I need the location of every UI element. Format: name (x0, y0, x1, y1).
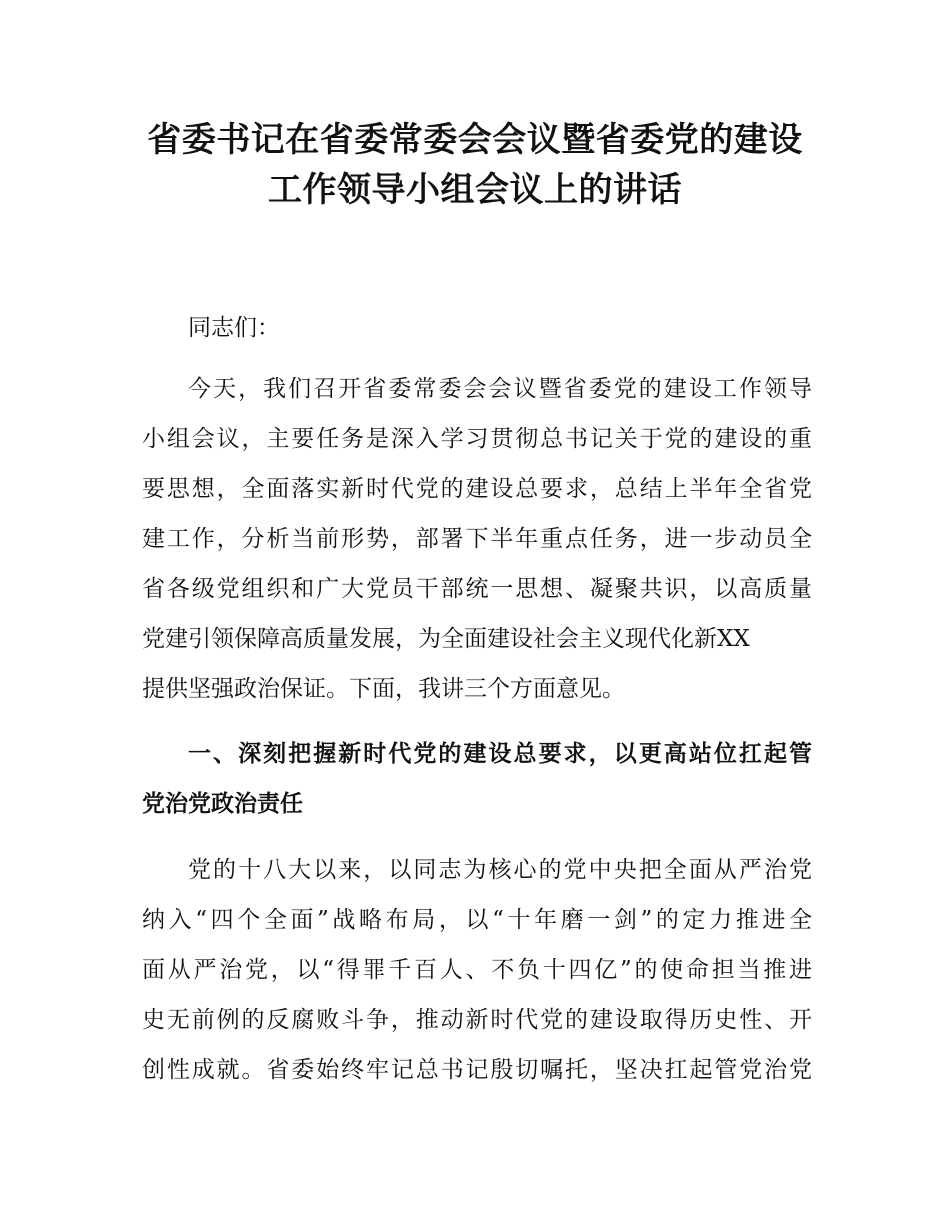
paragraph-intro (142, 364, 812, 714)
paragraph-line: 创性成就。省委始终牢记总书记殷切嘱托，坚决扛起管党治党 (142, 1057, 812, 1083)
paragraph-line: 面从严治党，以“得罪千百人、不负十四亿”的使命担当推进 (142, 957, 812, 983)
paragraph-line: 史无前例的反腐败斗争，推动新时代党的建设取得历史性、开 (142, 1007, 812, 1033)
document-title-line-2: 工作领导小组会议上的讲话 (268, 170, 682, 210)
paragraph-line: 党的十八大以来，以同志为核心的党中央把全面从严治党 (188, 857, 812, 883)
section-heading-line: 党治党政治责任 (142, 791, 303, 817)
paragraph-line: 建工作，分析当前形势，部署下半年重点任务，进一步动员全 (142, 526, 812, 552)
paragraph-line: 党建引领保障高质量发展，为全面建设社会主义现代化新XX (142, 626, 750, 652)
paragraph-line: 省各级党组织和广大党员干部统一思想、凝聚共识，以高质量 (142, 576, 812, 602)
greeting-text: 同志们： (188, 315, 280, 341)
document-title-line-1: 省委书记在省委常委会会议暨省委党的建设 (147, 120, 803, 160)
section-heading-1 (142, 729, 812, 829)
paragraph-line: 要思想，全面落实新时代党的建设总要求，总结上半年全省党 (142, 476, 812, 502)
paragraph-line: 提供坚强政治保证。下面，我讲三个方面意见。 (142, 676, 625, 702)
paragraph-line: 小组会议，主要任务是深入学习贯彻总书记关于党的建设的重 (142, 426, 812, 452)
paragraph-line: 纳入“四个全面”战略布局，以“十年磨一剑”的定力推进全 (142, 907, 812, 933)
paragraph-section-1 (142, 845, 812, 1095)
paragraph-line: 今天，我们召开省委常委会会议暨省委党的建设工作领导 (188, 376, 812, 402)
section-heading-line: 一、深刻把握新时代党的建设总要求，以更高站位扛起管 (188, 741, 812, 767)
greeting (142, 303, 812, 353)
